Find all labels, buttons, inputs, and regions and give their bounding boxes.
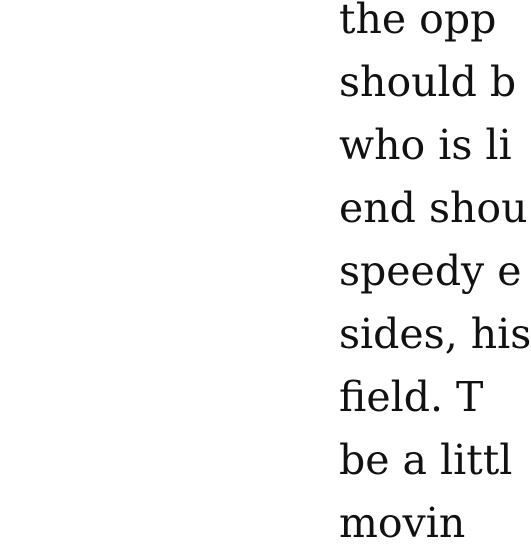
text-line: field. T — [339, 373, 484, 421]
text-line: should b — [339, 58, 517, 106]
text-line: movin — [339, 499, 466, 547]
text-line: the opp — [339, 0, 497, 43]
text-line: sides, his — [339, 310, 531, 358]
text-column — [339, 0, 531, 555]
text-line: end shou — [339, 184, 528, 232]
text-line: speedy e — [339, 247, 522, 295]
text-line: who is li — [339, 121, 512, 169]
text-line: be a littl — [339, 436, 513, 484]
